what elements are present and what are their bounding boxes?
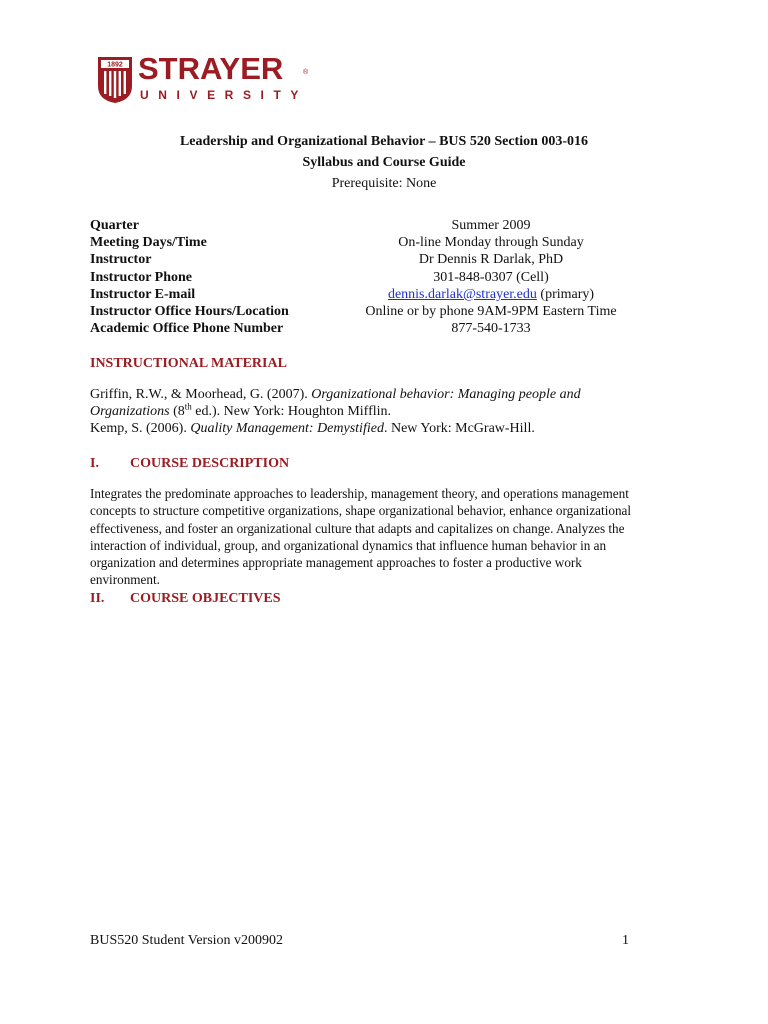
registered-mark: ®	[303, 69, 309, 76]
instructor-phone-value: 301-848-0307 (Cell)	[433, 270, 549, 285]
academic-phone-label: Academic Office Phone Number	[90, 321, 284, 336]
instructor-email-label: Instructor E-mail	[90, 287, 196, 302]
course-description-title: COURSE DESCRIPTION	[130, 456, 290, 471]
griffin-edition-pre: (8	[169, 404, 185, 419]
griffin-title-part1: Organizational behavior: Managing people and	[311, 387, 581, 402]
griffin-edition-post: ed.). New York: Houghton Mifflin.	[191, 404, 392, 419]
email-suffix: (primary)	[536, 287, 595, 302]
prerequisite: Prerequisite: None	[331, 176, 437, 191]
quarter-label: Quarter	[90, 218, 139, 233]
reference-griffin-line2	[90, 403, 391, 420]
page-number: 1	[622, 933, 629, 948]
instructor-value: Dr Dennis R Darlak, PhD	[418, 252, 564, 267]
instructor-phone-label: Instructor Phone	[90, 270, 193, 285]
office-hours-value: Online or by phone 9AM-9PM Eastern Time	[365, 304, 617, 319]
instructor-label: Instructor	[90, 252, 152, 267]
instructor-email-value	[300, 286, 682, 303]
instructor-email-link[interactable]: dennis.darlak@strayer.edu	[387, 287, 537, 302]
guide-title: Syllabus and Course Guide	[302, 155, 466, 170]
office-hours-label: Instructor Office Hours/Location	[90, 304, 289, 319]
kemp-title: Quality Management: Demystified	[190, 421, 384, 436]
footer-version: BUS520 Student Version v200902	[90, 933, 284, 948]
kemp-rest: . New York: McGraw-Hill.	[383, 421, 535, 436]
academic-phone-value: 877-540-1733	[451, 321, 531, 336]
logo-year: 1892	[107, 61, 123, 69]
shield-crest-icon	[97, 56, 133, 104]
reference-griffin-line1	[90, 386, 581, 403]
course-description-number: I.	[90, 456, 99, 471]
griffin-edition-sup: th	[184, 401, 192, 412]
meeting-days-value: On-line Monday through Sunday	[398, 235, 584, 250]
logo-subtitle: UNIVERSITY	[140, 88, 309, 102]
course-description-text: Integrates the predominate approaches to leadership, management theory, and operations management concepts to structure competitive organizations, shape organizational behavior, enhance organizational effectiveness, and foster an organizational culture that adapts and capitalizes on change. Analyzes the interaction of individual, group, and organizational dynamics that influence human behavior in an organization and determines appropriate management approaches to foster a productive work environment.	[90, 486, 632, 588]
strayer-university-logo	[97, 51, 312, 106]
logo-wordmark: STRAYER	[138, 51, 284, 86]
course-objectives-number: II.	[90, 591, 105, 606]
griffin-title-part2: Organizations	[90, 404, 170, 419]
griffin-author: Griffin, R.W., & Moorhead, G. (2007).	[90, 387, 312, 402]
course-objectives-heading	[90, 590, 281, 607]
instructional-material-heading: INSTRUCTIONAL MATERIAL	[90, 356, 287, 371]
meeting-days-label: Meeting Days/Time	[90, 235, 207, 250]
reference-kemp	[90, 420, 535, 437]
course-objectives-title: COURSE OBJECTIVES	[130, 591, 281, 606]
course-title: Leadership and Organizational Behavior – BUS 520 Section 003-016	[179, 134, 589, 149]
kemp-author: Kemp, S. (2006).	[90, 421, 191, 436]
course-description-heading	[90, 455, 289, 472]
quarter-value: Summer 2009	[451, 218, 531, 233]
